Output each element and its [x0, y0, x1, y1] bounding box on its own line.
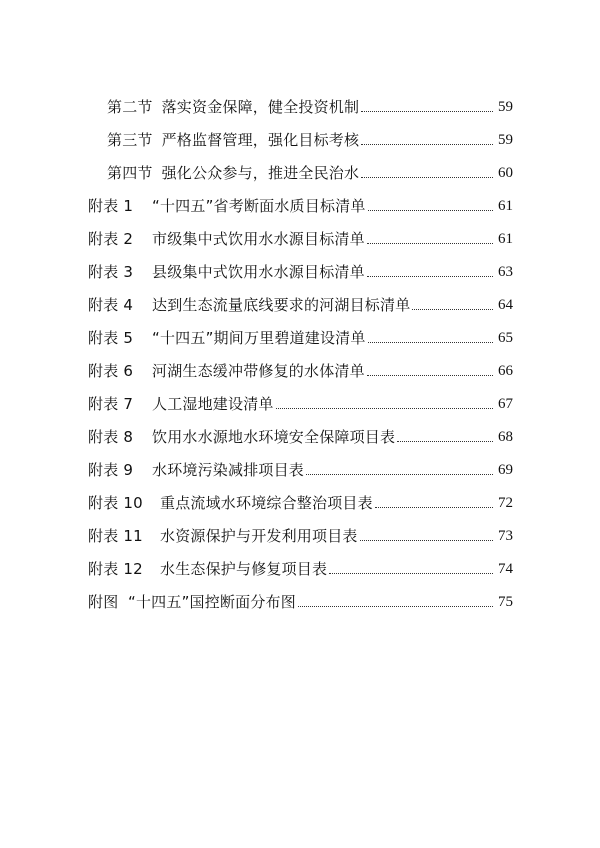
dot-leader: [361, 177, 493, 178]
toc-entry-section-4[interactable]: [0, 150, 600, 183]
toc-entry-title: 饮用水水源地水环境安全保障项目表: [152, 428, 396, 446]
toc-entry-label: 附表 10: [88, 494, 143, 512]
toc-entry-page-number: 59: [498, 99, 513, 115]
toc-entry-label: 附表 11: [88, 527, 143, 545]
dot-leader: [276, 408, 493, 409]
toc-entry-title: 严格监督管理，强化目标考核: [161, 131, 360, 149]
dot-leader: [368, 342, 493, 343]
toc-entry-label: 第四节: [107, 164, 153, 182]
toc-entry-label: 附表 12: [88, 560, 143, 578]
toc-entry-title: 水生态保护与修复项目表: [160, 560, 328, 578]
dot-leader: [412, 309, 493, 310]
toc-entry-label: 第二节: [107, 98, 153, 116]
toc-entry-title: “十四五”国控断面分布图: [128, 593, 296, 611]
toc-entry-title: 水环境污染减排项目表: [152, 461, 305, 479]
toc-entry-appendix-4[interactable]: [0, 282, 600, 315]
toc-entry-section-3[interactable]: [0, 117, 600, 150]
toc-entry-label: 附表 7: [88, 395, 134, 413]
toc-entry-page-number: 61: [498, 198, 513, 214]
toc-entry-title: “十四五”省考断面水质目标清单: [152, 197, 366, 215]
toc-entry-page-number: 75: [498, 594, 513, 610]
toc-entry-appendix-9[interactable]: [0, 447, 600, 480]
toc-entry-page-number: 66: [498, 363, 513, 379]
toc-entry-label: 附表 1: [88, 197, 134, 215]
toc-entry-page-number: 74: [498, 561, 513, 577]
dot-leader: [298, 606, 493, 607]
toc-entry-appendix-11[interactable]: [0, 513, 600, 546]
toc-entry-appendix-8[interactable]: [0, 414, 600, 447]
toc-entry-label: 附表 9: [88, 461, 134, 479]
toc-entry-appendix-2[interactable]: [0, 216, 600, 249]
toc-entry-page-number: 73: [498, 528, 513, 544]
toc-entry-label: 附表 5: [88, 329, 134, 347]
dot-leader: [361, 144, 493, 145]
toc-entry-title: 强化公众参与，推进全民治水: [161, 164, 360, 182]
toc-entry-appendix-6[interactable]: [0, 348, 600, 381]
toc-entry-page-number: 63: [498, 264, 513, 280]
toc-entry-page-number: 61: [498, 231, 513, 247]
dot-leader: [375, 507, 493, 508]
toc-entry-title: 重点流域水环境综合整治项目表: [160, 494, 373, 512]
dot-leader: [306, 474, 493, 475]
toc-entry-label: 附表 8: [88, 428, 134, 446]
toc-entry-page-number: 67: [498, 396, 513, 412]
dot-leader: [360, 540, 493, 541]
toc-entry-label: 第三节: [107, 131, 153, 149]
dot-leader: [368, 210, 493, 211]
toc-entry-label: 附图: [88, 593, 119, 611]
toc-entry-appendix-1[interactable]: [0, 183, 600, 216]
dot-leader: [329, 573, 493, 574]
dot-leader: [361, 111, 493, 112]
dot-leader: [367, 243, 493, 244]
toc-entry-title: 落实资金保障，健全投资机制: [161, 98, 360, 116]
toc-entry-label: 附表 6: [88, 362, 134, 380]
toc-entry-page-number: 68: [498, 429, 513, 445]
toc-entry-label: 附表 4: [88, 296, 134, 314]
toc-entry-page-number: 72: [498, 495, 513, 511]
dot-leader: [397, 441, 493, 442]
toc-entry-page-number: 60: [498, 165, 513, 181]
toc-entry-page-number: 64: [498, 297, 513, 313]
toc-entry-appendix-12[interactable]: [0, 546, 600, 579]
dot-leader: [367, 375, 493, 376]
toc-entry-title: 市级集中式饮用水水源目标清单: [152, 230, 365, 248]
toc-entry-label: 附表 3: [88, 263, 134, 281]
toc-entry-title: 河湖生态缓冲带修复的水体清单: [152, 362, 365, 380]
toc-entry-section-2[interactable]: [0, 84, 600, 117]
toc-entry-appendix-3[interactable]: [0, 249, 600, 282]
toc-entry-page-number: 65: [498, 330, 513, 346]
toc-entry-title: 达到生态流量底线要求的河湖目标清单: [152, 296, 411, 314]
table-of-contents: [0, 84, 600, 612]
toc-entry-appendix-10[interactable]: [0, 480, 600, 513]
toc-entry-title: 县级集中式饮用水水源目标清单: [152, 263, 365, 281]
toc-entry-appendix-7[interactable]: [0, 381, 600, 414]
toc-entry-title: 水资源保护与开发利用项目表: [160, 527, 358, 545]
toc-entry-page-number: 69: [498, 462, 513, 478]
toc-entry-appendix-figure[interactable]: [0, 579, 600, 612]
toc-entry-page-number: 59: [498, 132, 513, 148]
toc-entry-appendix-5[interactable]: [0, 315, 600, 348]
toc-entry-label: 附表 2: [88, 230, 134, 248]
toc-entry-title: “十四五”期间万里碧道建设清单: [152, 329, 366, 347]
dot-leader: [367, 276, 493, 277]
toc-entry-title: 人工湿地建设清单: [152, 395, 274, 413]
